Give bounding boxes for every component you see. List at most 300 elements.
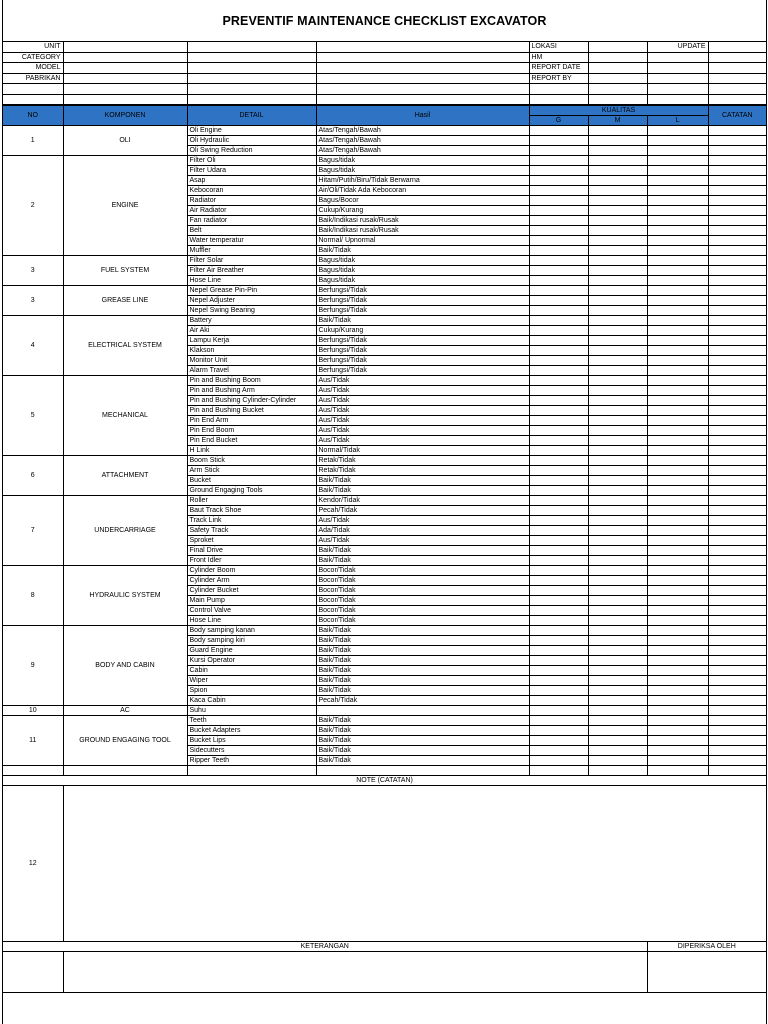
kualitas-g-cell[interactable] — [529, 176, 588, 186]
kualitas-m-cell[interactable] — [588, 416, 647, 426]
catatan-cell[interactable] — [708, 736, 766, 746]
kualitas-m-cell[interactable] — [588, 336, 647, 346]
info-cell[interactable] — [708, 84, 766, 95]
kualitas-m-cell[interactable] — [588, 646, 647, 656]
catatan-cell[interactable] — [708, 376, 766, 386]
kualitas-g-cell[interactable] — [529, 316, 588, 326]
info-cell[interactable] — [647, 73, 708, 84]
kualitas-l-cell[interactable] — [647, 166, 708, 176]
kualitas-m-cell[interactable] — [588, 276, 647, 286]
catatan-cell[interactable] — [708, 656, 766, 666]
kualitas-m-cell[interactable] — [588, 136, 647, 146]
catatan-cell[interactable] — [708, 126, 766, 136]
kualitas-l-cell[interactable] — [647, 446, 708, 456]
info-cell[interactable] — [63, 94, 187, 105]
catatan-cell[interactable] — [708, 346, 766, 356]
info-cell[interactable] — [708, 52, 766, 63]
info-cell[interactable] — [316, 42, 529, 53]
kualitas-m-cell[interactable] — [588, 256, 647, 266]
catatan-cell[interactable] — [708, 646, 766, 656]
kualitas-l-cell[interactable] — [647, 626, 708, 636]
info-cell[interactable] — [316, 84, 529, 95]
catatan-cell[interactable] — [708, 196, 766, 206]
kualitas-l-cell[interactable] — [647, 356, 708, 366]
kualitas-m-cell[interactable] — [588, 326, 647, 336]
catatan-cell[interactable] — [708, 666, 766, 676]
catatan-cell[interactable] — [708, 466, 766, 476]
catatan-cell[interactable] — [708, 536, 766, 546]
kualitas-g-cell[interactable] — [529, 486, 588, 496]
kualitas-m-cell[interactable] — [588, 376, 647, 386]
info-cell[interactable] — [63, 84, 187, 95]
keterangan-field[interactable] — [63, 952, 647, 993]
kualitas-g-cell[interactable] — [529, 136, 588, 146]
catatan-cell[interactable] — [708, 356, 766, 366]
kualitas-g-cell[interactable] — [529, 326, 588, 336]
kualitas-m-cell[interactable] — [588, 576, 647, 586]
catatan-cell[interactable] — [708, 496, 766, 506]
catatan-cell[interactable] — [708, 336, 766, 346]
kualitas-m-cell[interactable] — [588, 126, 647, 136]
kualitas-m-cell[interactable] — [588, 296, 647, 306]
kualitas-m-cell[interactable] — [588, 216, 647, 226]
catatan-cell[interactable] — [708, 306, 766, 316]
catatan-cell[interactable] — [708, 446, 766, 456]
catatan-cell[interactable] — [708, 676, 766, 686]
kualitas-g-cell[interactable] — [529, 346, 588, 356]
kualitas-g-cell[interactable] — [529, 576, 588, 586]
catatan-cell[interactable] — [708, 146, 766, 156]
kualitas-l-cell[interactable] — [647, 726, 708, 736]
kualitas-g-cell[interactable] — [529, 506, 588, 516]
kualitas-m-cell[interactable] — [588, 616, 647, 626]
kualitas-m-cell[interactable] — [588, 726, 647, 736]
kualitas-m-cell[interactable] — [588, 186, 647, 196]
info-cell[interactable] — [63, 42, 187, 53]
kualitas-g-cell[interactable] — [529, 496, 588, 506]
kualitas-m-cell[interactable] — [588, 586, 647, 596]
info-cell[interactable] — [187, 63, 316, 74]
catatan-cell[interactable] — [708, 436, 766, 446]
kualitas-m-cell[interactable] — [588, 476, 647, 486]
kualitas-g-cell[interactable] — [529, 586, 588, 596]
kualitas-m-cell[interactable] — [588, 686, 647, 696]
catatan-cell[interactable] — [708, 756, 766, 766]
info-cell[interactable] — [316, 52, 529, 63]
kualitas-l-cell[interactable] — [647, 456, 708, 466]
catatan-cell[interactable] — [708, 396, 766, 406]
catatan-cell[interactable] — [708, 426, 766, 436]
catatan-cell[interactable] — [708, 246, 766, 256]
catatan-cell[interactable] — [708, 256, 766, 266]
kualitas-m-cell[interactable] — [588, 486, 647, 496]
kualitas-l-cell[interactable] — [647, 686, 708, 696]
catatan-cell[interactable] — [708, 386, 766, 396]
kualitas-g-cell[interactable] — [529, 606, 588, 616]
kualitas-m-cell[interactable] — [588, 676, 647, 686]
kualitas-m-cell[interactable] — [588, 506, 647, 516]
kualitas-g-cell[interactable] — [529, 386, 588, 396]
kualitas-m-cell[interactable] — [588, 266, 647, 276]
info-cell[interactable] — [647, 52, 708, 63]
info-cell[interactable] — [63, 73, 187, 84]
kualitas-l-cell[interactable] — [647, 716, 708, 726]
kualitas-m-cell[interactable] — [588, 556, 647, 566]
kualitas-g-cell[interactable] — [529, 446, 588, 456]
catatan-cell[interactable] — [708, 366, 766, 376]
kualitas-m-cell[interactable] — [588, 436, 647, 446]
kualitas-g-cell[interactable] — [529, 726, 588, 736]
catatan-cell[interactable] — [708, 276, 766, 286]
info-cell[interactable] — [588, 42, 647, 53]
kualitas-g-cell[interactable] — [529, 706, 588, 716]
kualitas-l-cell[interactable] — [647, 246, 708, 256]
kualitas-l-cell[interactable] — [647, 746, 708, 756]
kualitas-g-cell[interactable] — [529, 466, 588, 476]
kualitas-l-cell[interactable] — [647, 596, 708, 606]
catatan-cell[interactable] — [708, 236, 766, 246]
catatan-cell[interactable] — [708, 216, 766, 226]
kualitas-l-cell[interactable] — [647, 196, 708, 206]
info-cell[interactable] — [708, 73, 766, 84]
kualitas-m-cell[interactable] — [588, 316, 647, 326]
catatan-cell[interactable] — [708, 136, 766, 146]
kualitas-g-cell[interactable] — [529, 336, 588, 346]
kualitas-m-cell[interactable] — [588, 346, 647, 356]
kualitas-l-cell[interactable] — [647, 236, 708, 246]
kualitas-m-cell[interactable] — [588, 196, 647, 206]
catatan-cell[interactable] — [708, 456, 766, 466]
catatan-cell[interactable] — [708, 636, 766, 646]
catatan-cell[interactable] — [708, 516, 766, 526]
kualitas-g-cell[interactable] — [529, 246, 588, 256]
info-cell[interactable] — [708, 42, 766, 53]
kualitas-g-cell[interactable] — [529, 736, 588, 746]
kualitas-m-cell[interactable] — [588, 176, 647, 186]
kualitas-g-cell[interactable] — [529, 146, 588, 156]
kualitas-g-cell[interactable] — [529, 286, 588, 296]
info-cell[interactable] — [647, 84, 708, 95]
kualitas-g-cell[interactable] — [529, 596, 588, 606]
kualitas-l-cell[interactable] — [647, 346, 708, 356]
kualitas-l-cell[interactable] — [647, 306, 708, 316]
kualitas-l-cell[interactable] — [647, 376, 708, 386]
info-cell[interactable] — [316, 73, 529, 84]
catatan-cell[interactable] — [708, 566, 766, 576]
kualitas-g-cell[interactable] — [529, 686, 588, 696]
kualitas-m-cell[interactable] — [588, 566, 647, 576]
kualitas-l-cell[interactable] — [647, 466, 708, 476]
kualitas-l-cell[interactable] — [647, 606, 708, 616]
catatan-cell[interactable] — [708, 746, 766, 756]
kualitas-m-cell[interactable] — [588, 716, 647, 726]
catatan-cell[interactable] — [708, 176, 766, 186]
kualitas-g-cell[interactable] — [529, 166, 588, 176]
kualitas-l-cell[interactable] — [647, 396, 708, 406]
info-cell[interactable] — [316, 63, 529, 74]
kualitas-g-cell[interactable] — [529, 206, 588, 216]
info-cell[interactable] — [187, 84, 316, 95]
kualitas-m-cell[interactable] — [588, 596, 647, 606]
kualitas-l-cell[interactable] — [647, 646, 708, 656]
info-cell[interactable] — [3, 84, 63, 95]
kualitas-g-cell[interactable] — [529, 376, 588, 386]
catatan-cell[interactable] — [708, 316, 766, 326]
kualitas-g-cell[interactable] — [529, 746, 588, 756]
kualitas-m-cell[interactable] — [588, 286, 647, 296]
kualitas-l-cell[interactable] — [647, 536, 708, 546]
info-cell[interactable] — [708, 94, 766, 105]
kualitas-g-cell[interactable] — [529, 676, 588, 686]
kualitas-m-cell[interactable] — [588, 146, 647, 156]
kualitas-l-cell[interactable] — [647, 316, 708, 326]
kualitas-g-cell[interactable] — [529, 236, 588, 246]
catatan-cell[interactable] — [708, 526, 766, 536]
kualitas-g-cell[interactable] — [529, 646, 588, 656]
catatan-cell[interactable] — [708, 586, 766, 596]
kualitas-g-cell[interactable] — [529, 356, 588, 366]
diperiksa-field[interactable] — [647, 952, 766, 993]
kualitas-l-cell[interactable] — [647, 386, 708, 396]
kualitas-m-cell[interactable] — [588, 366, 647, 376]
kualitas-m-cell[interactable] — [588, 516, 647, 526]
info-cell[interactable] — [529, 94, 588, 105]
kualitas-l-cell[interactable] — [647, 406, 708, 416]
kualitas-g-cell[interactable] — [529, 406, 588, 416]
kualitas-g-cell[interactable] — [529, 546, 588, 556]
catatan-cell[interactable] — [708, 696, 766, 706]
catatan-cell[interactable] — [708, 406, 766, 416]
catatan-cell[interactable] — [708, 706, 766, 716]
kualitas-l-cell[interactable] — [647, 426, 708, 436]
catatan-cell[interactable] — [708, 286, 766, 296]
kualitas-m-cell[interactable] — [588, 396, 647, 406]
kualitas-m-cell[interactable] — [588, 746, 647, 756]
kualitas-m-cell[interactable] — [588, 356, 647, 366]
kualitas-g-cell[interactable] — [529, 396, 588, 406]
catatan-cell[interactable] — [708, 556, 766, 566]
catatan-cell[interactable] — [708, 476, 766, 486]
kualitas-g-cell[interactable] — [529, 296, 588, 306]
kualitas-l-cell[interactable] — [647, 476, 708, 486]
kualitas-m-cell[interactable] — [588, 526, 647, 536]
catatan-cell[interactable] — [708, 606, 766, 616]
kualitas-g-cell[interactable] — [529, 756, 588, 766]
kualitas-m-cell[interactable] — [588, 666, 647, 676]
kualitas-l-cell[interactable] — [647, 366, 708, 376]
catatan-cell[interactable] — [708, 206, 766, 216]
kualitas-g-cell[interactable] — [529, 276, 588, 286]
kualitas-g-cell[interactable] — [529, 666, 588, 676]
kualitas-g-cell[interactable] — [529, 436, 588, 446]
kualitas-g-cell[interactable] — [529, 416, 588, 426]
kualitas-m-cell[interactable] — [588, 406, 647, 416]
catatan-cell[interactable] — [708, 686, 766, 696]
kualitas-m-cell[interactable] — [588, 706, 647, 716]
info-cell[interactable] — [588, 73, 647, 84]
catatan-cell[interactable] — [708, 166, 766, 176]
kualitas-l-cell[interactable] — [647, 156, 708, 166]
kualitas-g-cell[interactable] — [529, 216, 588, 226]
blank-cell — [63, 766, 187, 776]
kualitas-l-cell[interactable] — [647, 506, 708, 516]
kualitas-l-cell[interactable] — [647, 176, 708, 186]
kualitas-l-cell[interactable] — [647, 636, 708, 646]
kualitas-m-cell[interactable] — [588, 246, 647, 256]
catatan-cell[interactable] — [708, 546, 766, 556]
catatan-cell[interactable] — [708, 726, 766, 736]
kualitas-l-cell[interactable] — [647, 496, 708, 506]
kualitas-l-cell[interactable] — [647, 516, 708, 526]
info-cell[interactable] — [647, 94, 708, 105]
catatan-cell[interactable] — [708, 486, 766, 496]
kualitas-m-cell[interactable] — [588, 166, 647, 176]
kualitas-m-cell[interactable] — [588, 756, 647, 766]
kualitas-g-cell[interactable] — [529, 656, 588, 666]
kualitas-l-cell[interactable] — [647, 326, 708, 336]
kualitas-l-cell[interactable] — [647, 736, 708, 746]
info-cell[interactable] — [588, 94, 647, 105]
catatan-cell[interactable] — [708, 296, 766, 306]
kualitas-m-cell[interactable] — [588, 736, 647, 746]
info-cell[interactable] — [529, 84, 588, 95]
kualitas-l-cell[interactable] — [647, 256, 708, 266]
note-text-area[interactable] — [63, 786, 766, 942]
kualitas-g-cell[interactable] — [529, 636, 588, 646]
kualitas-l-cell[interactable] — [647, 526, 708, 536]
info-row — [3, 42, 766, 53]
kualitas-m-cell[interactable] — [588, 306, 647, 316]
kualitas-g-cell[interactable] — [529, 696, 588, 706]
kualitas-g-cell[interactable] — [529, 366, 588, 376]
kualitas-m-cell[interactable] — [588, 496, 647, 506]
kualitas-m-cell[interactable] — [588, 606, 647, 616]
info-cell[interactable] — [588, 84, 647, 95]
catatan-cell[interactable] — [708, 716, 766, 726]
catatan-cell[interactable] — [708, 416, 766, 426]
kualitas-m-cell[interactable] — [588, 206, 647, 216]
catatan-cell[interactable] — [708, 186, 766, 196]
catatan-cell[interactable] — [708, 626, 766, 636]
kualitas-m-cell[interactable] — [588, 626, 647, 636]
info-cell[interactable] — [3, 94, 63, 105]
kualitas-l-cell[interactable] — [647, 706, 708, 716]
kualitas-l-cell[interactable] — [647, 296, 708, 306]
kualitas-m-cell[interactable] — [588, 426, 647, 436]
kualitas-m-cell[interactable] — [588, 236, 647, 246]
kualitas-m-cell[interactable] — [588, 226, 647, 236]
kualitas-l-cell[interactable] — [647, 276, 708, 286]
catatan-cell[interactable] — [708, 266, 766, 276]
catatan-cell[interactable] — [708, 596, 766, 606]
kualitas-m-cell[interactable] — [588, 696, 647, 706]
kualitas-l-cell[interactable] — [647, 666, 708, 676]
kualitas-m-cell[interactable] — [588, 446, 647, 456]
kualitas-l-cell[interactable] — [647, 416, 708, 426]
info-cell[interactable] — [316, 94, 529, 105]
info-cell[interactable] — [588, 52, 647, 63]
kualitas-l-cell[interactable] — [647, 616, 708, 626]
kualitas-g-cell[interactable] — [529, 266, 588, 276]
kualitas-l-cell[interactable] — [647, 136, 708, 146]
kualitas-g-cell[interactable] — [529, 156, 588, 166]
kualitas-g-cell[interactable] — [529, 476, 588, 486]
kualitas-l-cell[interactable] — [647, 266, 708, 276]
kualitas-m-cell[interactable] — [588, 386, 647, 396]
kualitas-g-cell[interactable] — [529, 626, 588, 636]
info-cell[interactable] — [187, 73, 316, 84]
catatan-cell[interactable] — [708, 326, 766, 336]
kualitas-g-cell[interactable] — [529, 566, 588, 576]
kualitas-l-cell[interactable] — [647, 696, 708, 706]
kualitas-l-cell[interactable] — [647, 656, 708, 666]
info-cell[interactable] — [187, 42, 316, 53]
kualitas-g-cell[interactable] — [529, 516, 588, 526]
kualitas-l-cell[interactable] — [647, 286, 708, 296]
kualitas-g-cell[interactable] — [529, 556, 588, 566]
kualitas-l-cell[interactable] — [647, 546, 708, 556]
kualitas-g-cell[interactable] — [529, 536, 588, 546]
kualitas-l-cell[interactable] — [647, 576, 708, 586]
kualitas-l-cell[interactable] — [647, 146, 708, 156]
kualitas-l-cell[interactable] — [647, 226, 708, 236]
info-cell[interactable] — [647, 63, 708, 74]
kualitas-l-cell[interactable] — [647, 676, 708, 686]
catatan-cell[interactable] — [708, 576, 766, 586]
kualitas-g-cell[interactable] — [529, 456, 588, 466]
kualitas-g-cell[interactable] — [529, 426, 588, 436]
kualitas-l-cell[interactable] — [647, 206, 708, 216]
kualitas-l-cell[interactable] — [647, 336, 708, 346]
catatan-cell[interactable] — [708, 506, 766, 516]
kualitas-l-cell[interactable] — [647, 186, 708, 196]
kualitas-m-cell[interactable] — [588, 636, 647, 646]
kualitas-g-cell[interactable] — [529, 306, 588, 316]
kualitas-l-cell[interactable] — [647, 126, 708, 136]
kualitas-g-cell[interactable] — [529, 716, 588, 726]
kualitas-l-cell[interactable] — [647, 216, 708, 226]
info-cell[interactable] — [588, 63, 647, 74]
kualitas-m-cell[interactable] — [588, 536, 647, 546]
info-cell[interactable] — [63, 63, 187, 74]
kualitas-m-cell[interactable] — [588, 466, 647, 476]
info-cell[interactable] — [187, 52, 316, 63]
kualitas-g-cell[interactable] — [529, 126, 588, 136]
catatan-cell[interactable] — [708, 616, 766, 626]
kualitas-l-cell[interactable] — [647, 756, 708, 766]
kualitas-m-cell[interactable] — [588, 456, 647, 466]
kualitas-l-cell[interactable] — [647, 486, 708, 496]
kualitas-g-cell[interactable] — [529, 226, 588, 236]
kualitas-g-cell[interactable] — [529, 256, 588, 266]
info-cell[interactable] — [187, 94, 316, 105]
info-cell[interactable] — [63, 52, 187, 63]
kualitas-l-cell[interactable] — [647, 436, 708, 446]
catatan-cell[interactable] — [708, 156, 766, 166]
catatan-cell[interactable] — [708, 226, 766, 236]
kualitas-l-cell[interactable] — [647, 586, 708, 596]
kualitas-m-cell[interactable] — [588, 546, 647, 556]
kualitas-g-cell[interactable] — [529, 616, 588, 626]
kualitas-l-cell[interactable] — [647, 566, 708, 576]
kualitas-m-cell[interactable] — [588, 656, 647, 666]
kualitas-m-cell[interactable] — [588, 156, 647, 166]
kualitas-g-cell[interactable] — [529, 526, 588, 536]
kualitas-g-cell[interactable] — [529, 186, 588, 196]
info-cell[interactable] — [708, 63, 766, 74]
kualitas-l-cell[interactable] — [647, 556, 708, 566]
kualitas-g-cell[interactable] — [529, 196, 588, 206]
